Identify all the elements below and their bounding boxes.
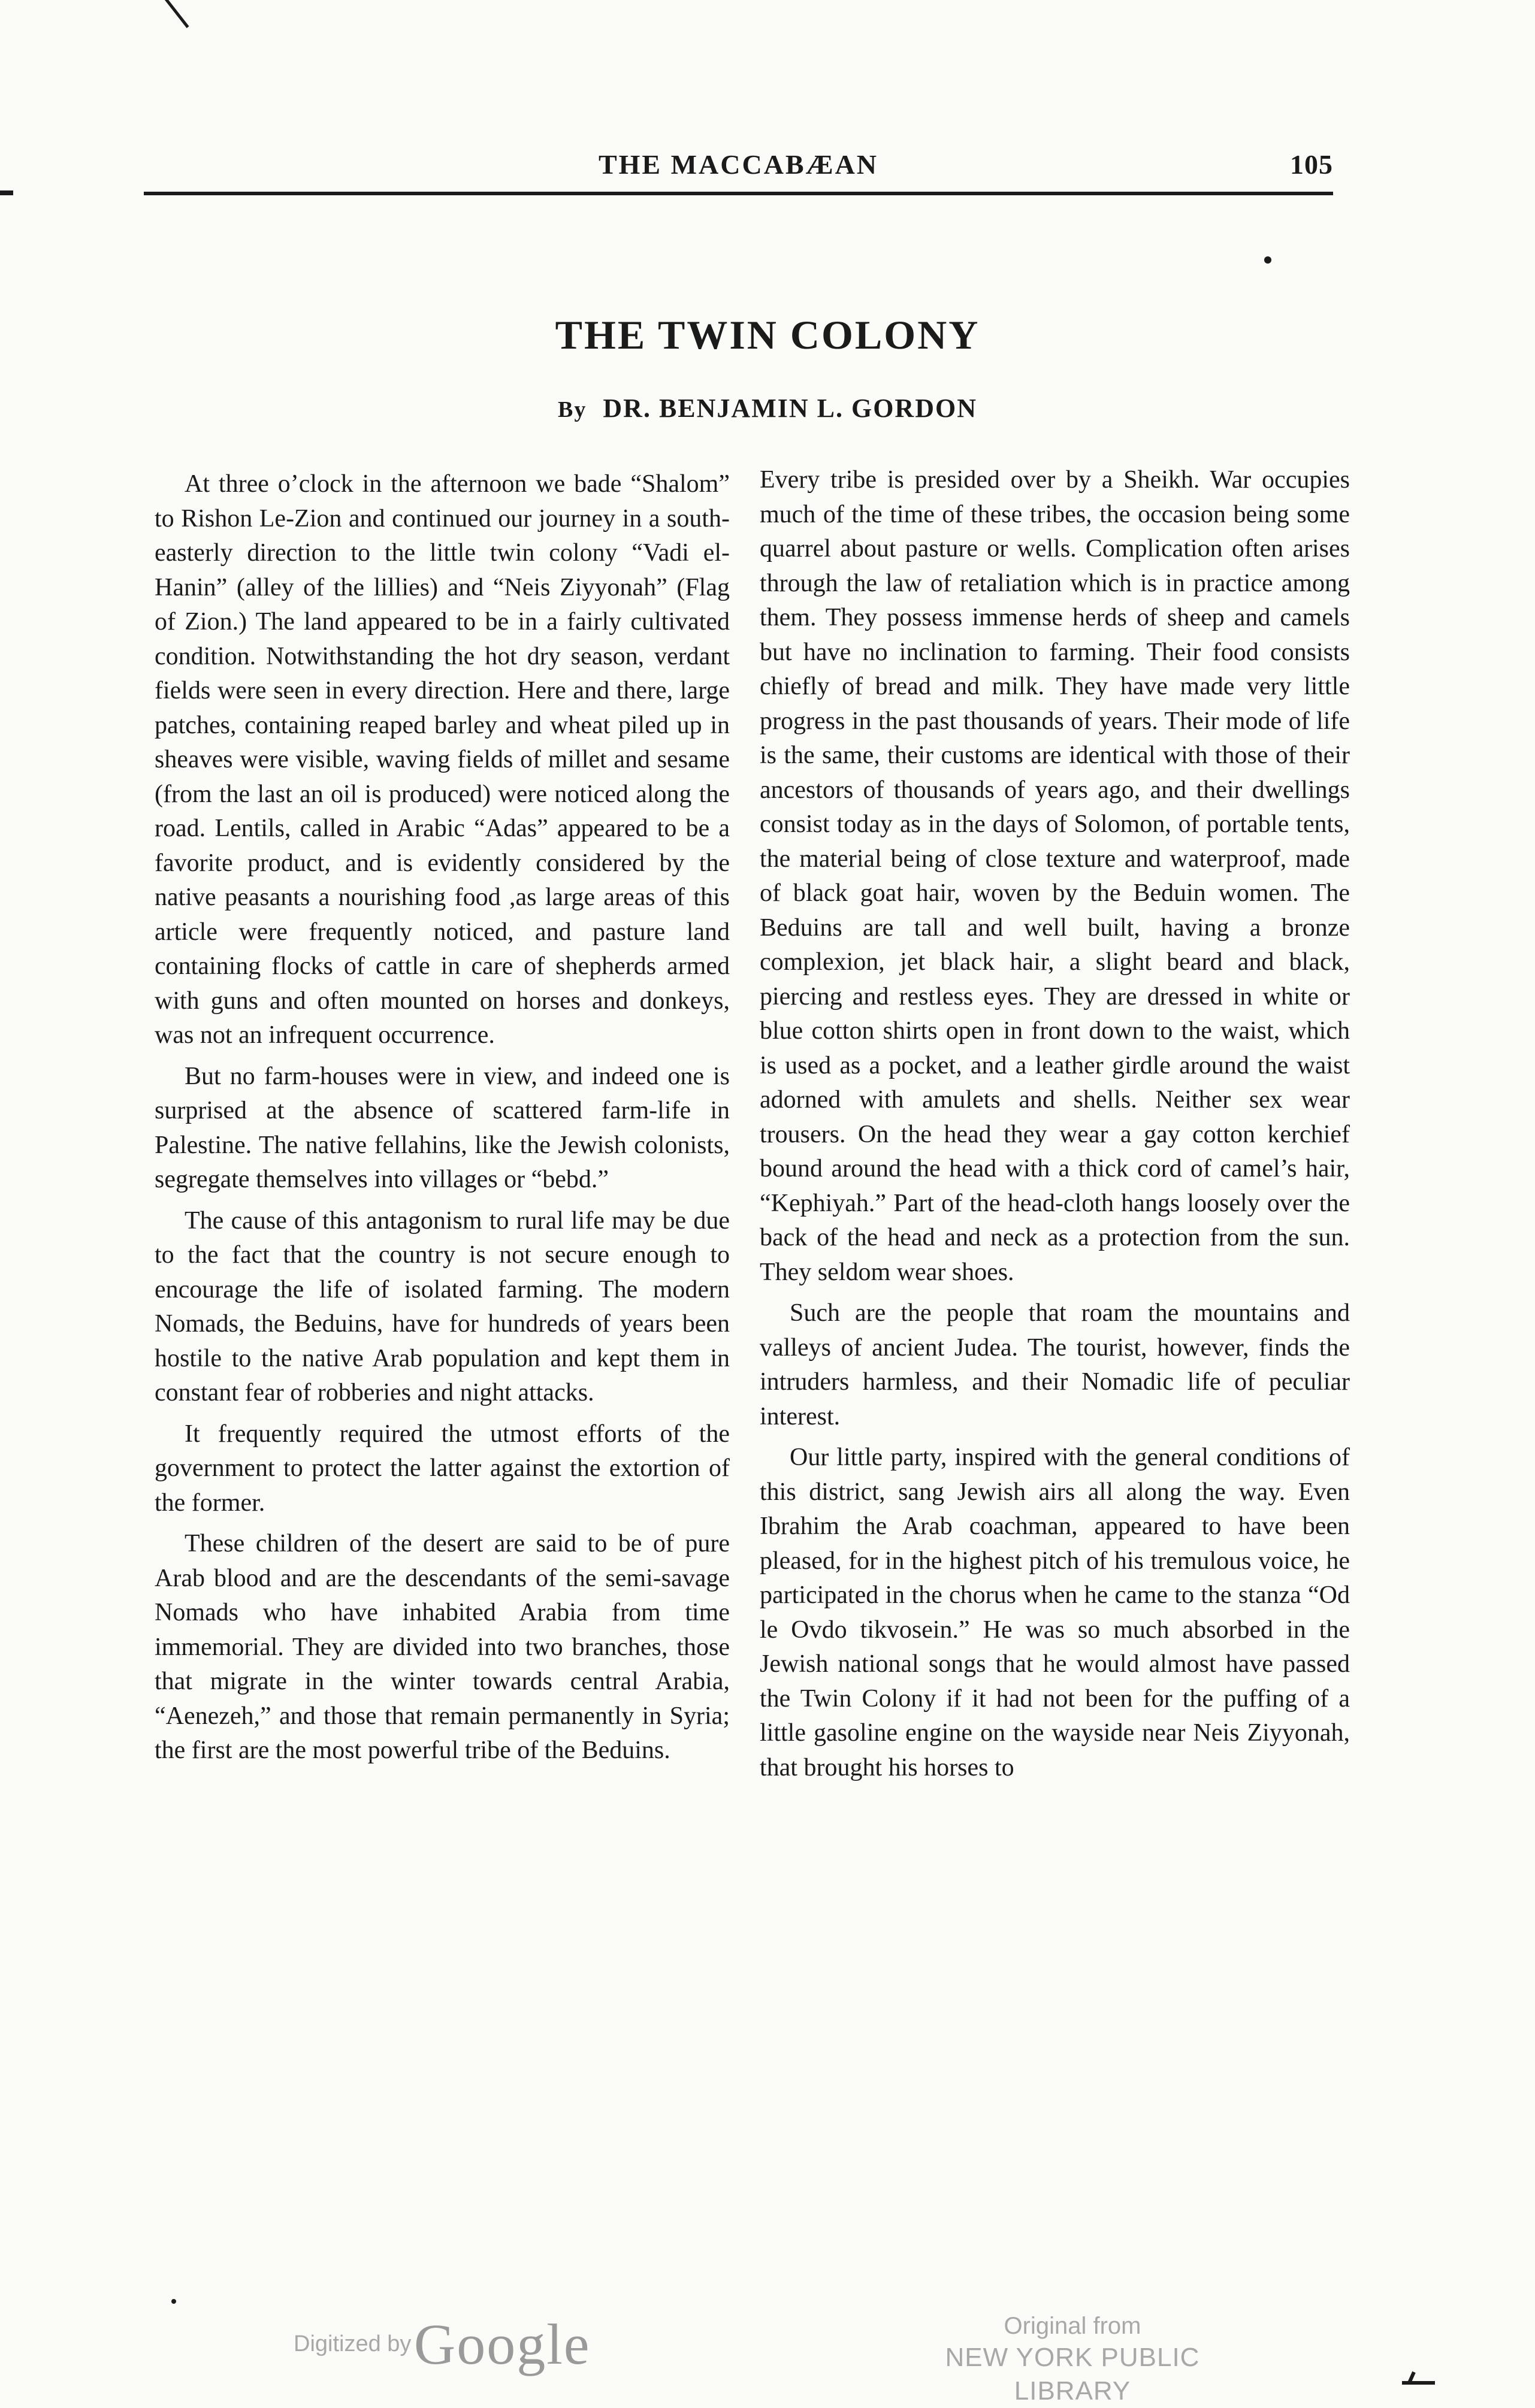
google-logo: Google bbox=[413, 2312, 591, 2376]
edge-mark bbox=[0, 190, 13, 195]
byline-prefix: By bbox=[558, 397, 587, 422]
article-title: THE TWIN COLONY bbox=[555, 312, 980, 358]
paragraph: It frequently required the utmost efforts of the government to protect the latter against the extortion of the former. bbox=[155, 1420, 730, 1517]
header-rule bbox=[144, 192, 1333, 195]
paragraph: Our little party, inspired with the general conditions of this district, sang Jewish airs all along the way. Even Ibrahim the Arab coachman, appeared to have been pleased, for in the highest pitch of his tremulous voice, he participated in the chorus when he came to the stanza “Od le Ovdo tikvosein.” He was so much absorbed in the Jewish national songs that he would almost have passed the Twin Colony if it had not been for the puffing of a little gasoline engine on the wayside near Neis Ziyyonah, that brought his horses to bbox=[760, 1444, 1350, 1781]
byline bbox=[0, 393, 1535, 423]
digitized-by-watermark bbox=[294, 2311, 590, 2377]
author-name: DR. BENJAMIN L. GORDON bbox=[603, 394, 977, 423]
left-column bbox=[155, 467, 730, 1775]
running-header bbox=[144, 149, 1333, 190]
paragraph: Such are the people that roam the mountains and valleys of ancient Judea. The tourist, however, finds the intruders harmless, and their Nomadic life of peculiar interest. bbox=[760, 1299, 1350, 1430]
running-title: THE MACCABÆAN bbox=[598, 149, 879, 180]
paragraph: At three o’clock in the afternoon we bade “Shalom” to Rishon Le-Zion and continued our journey in a south-easterly direction to the little twin colony “Vadi el-Hanin” (alley of the lillies) and “Neis Ziyyonah” (Flag of Zion.) The land appeared to be in a fairly cultivated condition. Notwithstanding the hot dry season, verdant fields were seen in every direction. Here and there, large patches, containing reaped barley and wheat piled up in sheaves were visible, waving fields of millet and sesame (from the last an oil is produced) were noticed along the road. Lentils, called in Arabic “Adas” appeared to be a favorite product, and is evidently considered by the native peasants a nourishing food ,as large areas of this article were frequently noticed, and pasture land containing flocks of cattle in care of shepherds armed with guns and often mounted on horses and donkeys, was not an infrequent occurrence. bbox=[155, 470, 730, 1049]
paragraph: The cause of this antagonism to rural life may be due to the fact that the country is not secure enough to encourage the life of isolated farming. The modern Nomads, the Beduins, have for hundreds of years been hostile to the native Arab population and kept them in constant fear of robberies and night attacks. bbox=[155, 1206, 730, 1406]
corner-mark bbox=[1396, 2365, 1438, 2389]
page-number: 105 bbox=[1290, 149, 1333, 180]
library-name: NEW YORK PUBLIC LIBRARY bbox=[945, 2343, 1200, 2406]
speck bbox=[171, 2299, 176, 2304]
paragraph: Every tribe is presided over by a Sheikh. War occupies much of the time of these tribes, the occasion being some quarrel about pasture or wells. Complication often arises through the law of retaliation which is in practice among them. They possess immense herds of sheep and camels but have no inclination to farming. Their food consists chiefly of bread and milk. They have made very little progress in the past thousands of years. Their mode of life is the same, their customs are identical with those of their ancestors of thousands of years ago, and their dwellings consist today as in the days of Solomon, of portable tents, the material being of close texture and waterproof, made of black goat hair, woven by the Beduin women. The Beduins are tall and well built, having a bronze complexion, jet black hair, a slight beard and black, piercing and restless eyes. They are dressed in white or blue cotton shirts open in front down to the waist, which is used as a pocket, and a leather girdle around the waist adorned with amulets and shells. Neither sex wear trousers. On the head they wear a gay cotton kerchief bound around the head with a thick cord of camel’s hair, “Kephiyah.” Part of the head-cloth hangs loosely over the back of the head and neck as a protection from the sun. They seldom wear shoes. bbox=[760, 466, 1350, 1286]
right-column bbox=[760, 463, 1350, 1792]
paragraph: These children of the desert are said to be of pure Arab blood and are the descendants of the semi-savage Nomads who have inhabited Arabia from time immemorial. They are divided into two branches, those that migrate in the winter towards central Arabia, “Aenezeh,” and those that remain permanently in Syria; the first are the most powerful tribe of the Beduins. bbox=[155, 1530, 730, 1764]
library-credit bbox=[887, 2311, 1258, 2408]
paragraph: But no farm-houses were in view, and indeed one is surprised at the absence of scattered farm-life in Palestine. The native fellahins, like the Jewish colonists, segregate themselves into villages or “bebd.” bbox=[155, 1062, 730, 1193]
pen-mark bbox=[164, 0, 189, 28]
speck bbox=[1264, 256, 1271, 264]
original-from-label: Original from bbox=[1004, 2313, 1141, 2339]
digitized-by-label: Digitized by bbox=[294, 2331, 412, 2356]
